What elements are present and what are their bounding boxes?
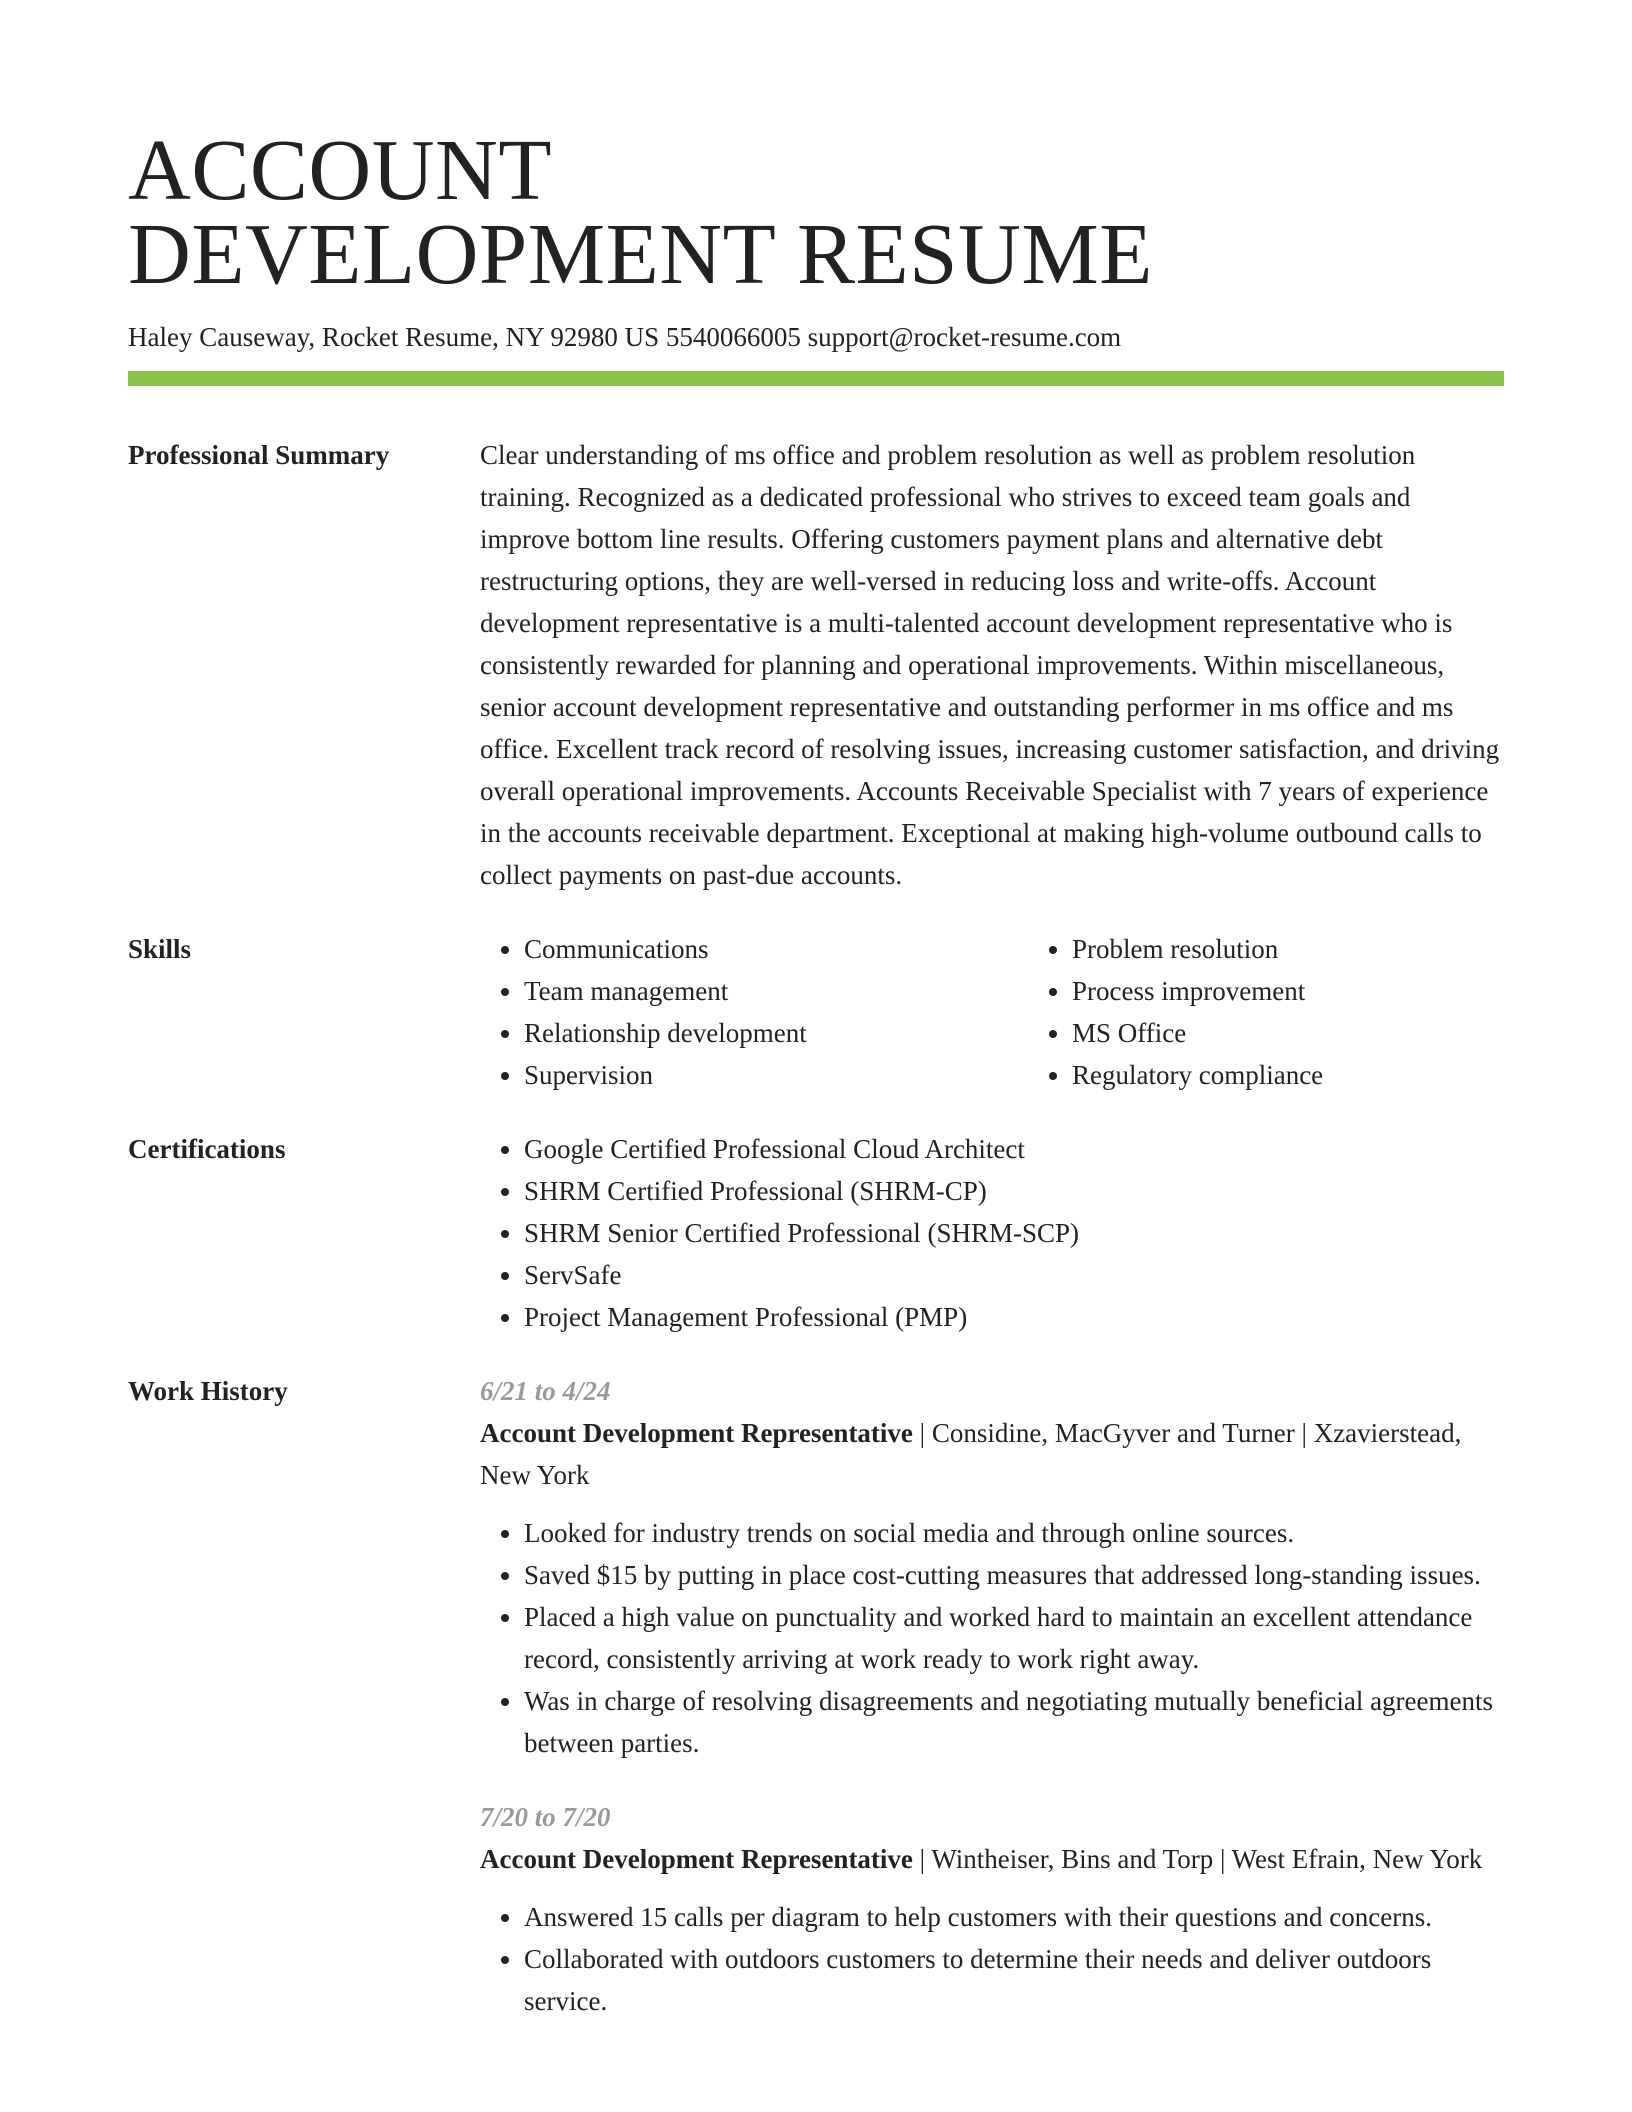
skill-item: • MS Office <box>1072 1012 1576 1054</box>
skills-section <box>128 928 1504 1096</box>
work-history-section <box>128 1370 1504 2054</box>
job-entry <box>480 1796 1504 2022</box>
job-bullet: • Looked for industry trends on social media and through online sources. <box>524 1512 1504 1554</box>
skill-item: • Relationship development <box>524 1012 1028 1054</box>
job-employer-location: | Wintheiser, Bins and Torp | West Efrain, New York <box>912 1844 1483 1874</box>
section-label: Skills <box>128 934 192 964</box>
skill-item: • Process improvement <box>1072 970 1576 1012</box>
contact-line: Haley Causeway, Rocket Resume, NY 92980 US 5540066005 support@rocket-resume.com <box>128 322 1122 352</box>
skills-column-2 <box>1028 928 1576 1096</box>
skills-grid <box>480 928 1576 1096</box>
certifications-section <box>128 1128 1504 1338</box>
job-employer-location: | Considine, MacGyver and Turner | Xzavierstead, New York <box>480 1418 1462 1490</box>
job-bullet: • Collaborated with outdoors customers to determine their needs and deliver outdoors service. <box>524 1938 1504 2022</box>
job-heading <box>480 1412 1504 1496</box>
certification-item: • SHRM Certified Professional (SHRM-CP) <box>524 1170 1504 1212</box>
certification-item: • SHRM Senior Certified Professional (SHRM-SCP) <box>524 1212 1504 1254</box>
skill-item: • Team management <box>524 970 1028 1012</box>
job-bullet: • Placed a high value on punctuality and worked hard to maintain an excellent attendance record, consistently arriving at work ready to work right away. <box>524 1596 1504 1680</box>
job-dates: 7/20 to 7/20 <box>480 1802 611 1832</box>
certification-item: • Project Management Professional (PMP) <box>524 1296 1504 1338</box>
title-line-1: ACCOUNT <box>128 121 553 218</box>
section-body <box>480 434 1504 896</box>
job-bullet: • Answered 15 calls per diagram to help customers with their questions and concerns. <box>524 1896 1504 1938</box>
certifications-list <box>480 1128 1504 1338</box>
job-bullet: • Saved $15 by putting in place cost-cutting measures that addressed long-standing issues. <box>524 1554 1504 1596</box>
job-bullets <box>480 1512 1504 1764</box>
professional-summary-section <box>128 434 1504 896</box>
job-bullets <box>480 1896 1504 2022</box>
skill-item: • Communications <box>524 928 1028 970</box>
skill-item: • Problem resolution <box>1072 928 1576 970</box>
job-bullet: • Was in charge of resolving disagreements and negotiating mutually beneficial agreements between parties. <box>524 1680 1504 1764</box>
summary-text: Clear understanding of ms office and problem resolution as well as problem resolution training. Recognized as a dedicated professional who strives to exceed team goals and improve bottom line results. Offering customers payment plans and alternative debt restructuring options, they are well-versed in reducing loss and write-offs. Account development representative is a multi-talented account development representative who is consistently rewarded for planning and operational improvements. Within miscellaneous, senior account development representative and outstanding performer in ms office and ms office. Excellent track record of resolving issues, increasing customer satisfaction, and driving overall operational improvements. Accounts Receivable Specialist with 7 years of experience in the accounts receivable department. Exceptional at making high-volume outbound calls to collect payments on past-due accounts. <box>480 440 1500 890</box>
skills-column-1 <box>480 928 1028 1096</box>
job-heading <box>480 1838 1504 1880</box>
skill-item: • Regulatory compliance <box>1072 1054 1576 1096</box>
certification-item: • Google Certified Professional Cloud Architect <box>524 1128 1504 1170</box>
certification-item: • ServSafe <box>524 1254 1504 1296</box>
section-body <box>480 1370 1504 2054</box>
job-title: Account Development Representative <box>480 1418 913 1448</box>
job-title: Account Development Representative <box>480 1844 913 1874</box>
resume-page <box>128 0 1504 2054</box>
job-entry <box>480 1370 1504 1764</box>
skill-item: • Supervision <box>524 1054 1028 1096</box>
title-line-2: DEVELOPMENT RESUME <box>128 205 1153 302</box>
header-divider <box>128 371 1504 386</box>
section-label: Professional Summary <box>128 440 390 470</box>
section-label: Certifications <box>128 1134 286 1164</box>
job-dates: 6/21 to 4/24 <box>480 1376 611 1406</box>
section-body <box>480 1128 1504 1338</box>
section-label: Work History <box>128 1376 288 1406</box>
resume-title <box>128 0 1504 302</box>
